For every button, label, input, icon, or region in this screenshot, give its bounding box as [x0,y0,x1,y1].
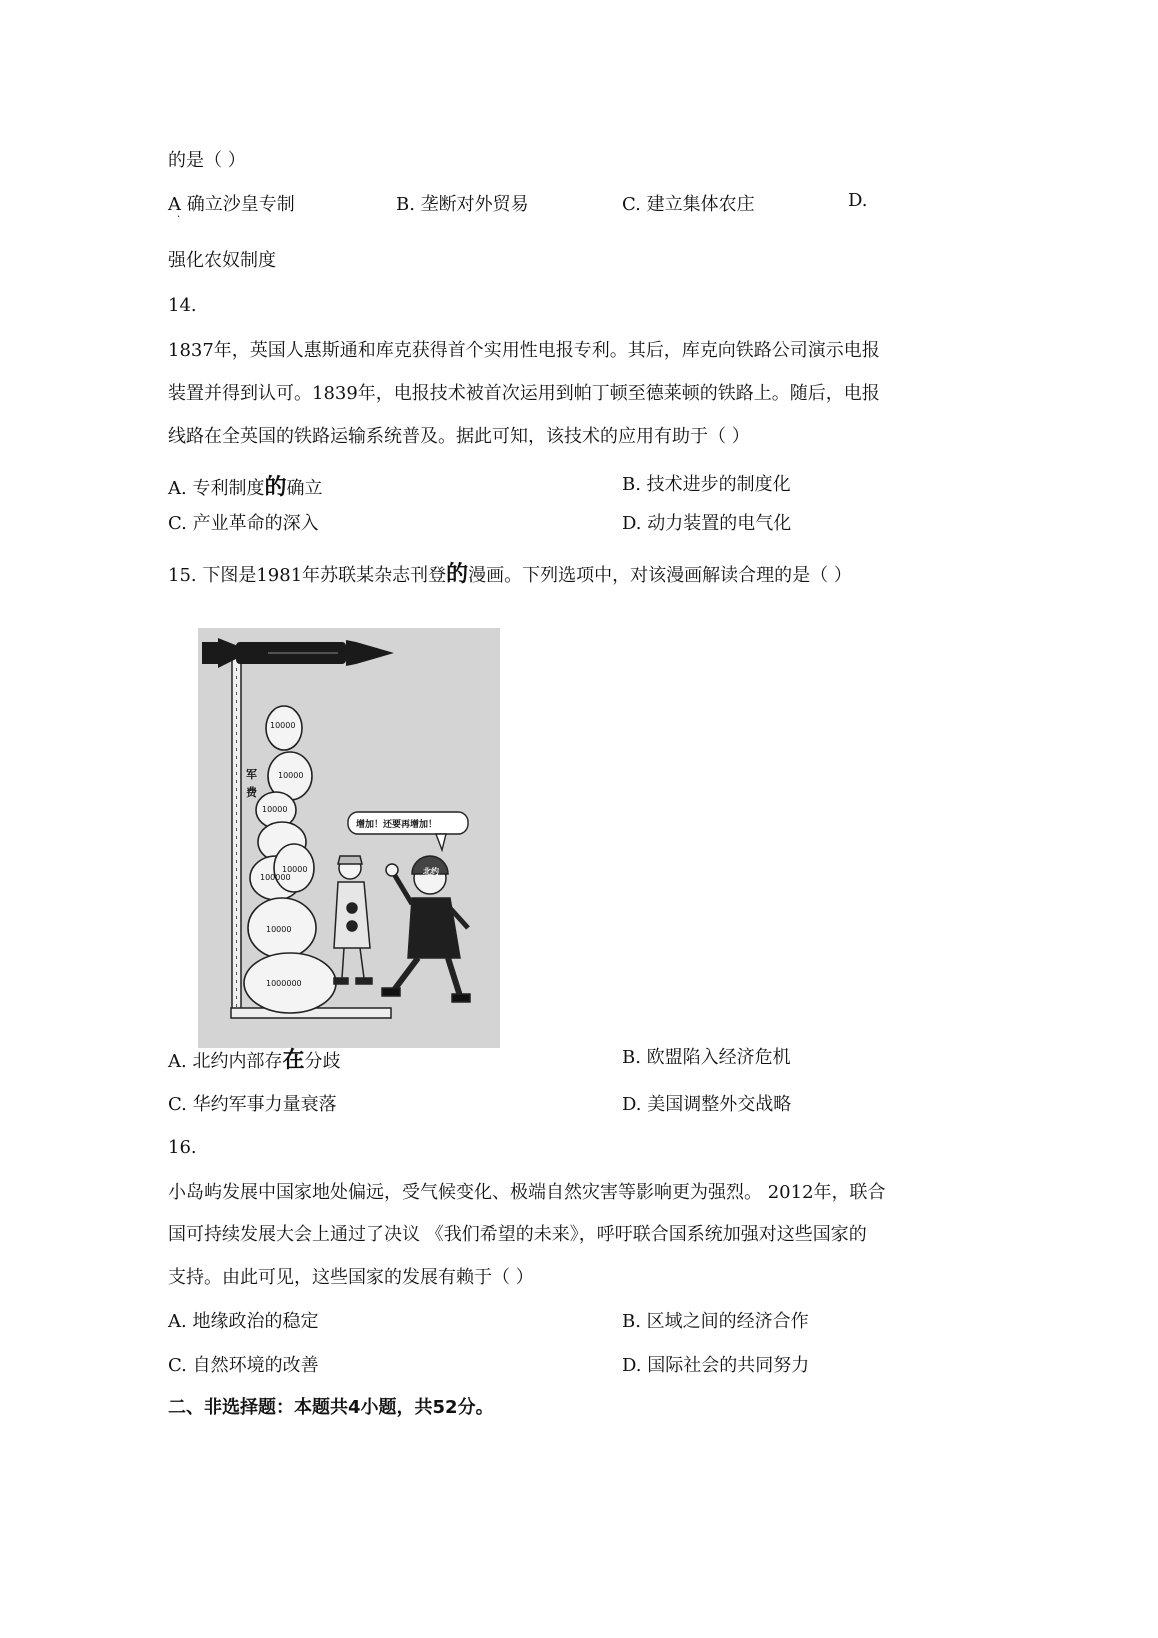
q14-option-a-pre: A. 专利制度 [168,478,265,499]
q15-stem-post: 漫画。下列选项中，对该漫画解读合理的是（ ） [468,565,852,586]
option-dot: · [177,212,181,223]
bag-value: 1000000 [266,979,302,988]
q15-option-a-zai: 在 [282,1047,305,1073]
q13-stem-end: 的是（ ） [168,150,246,171]
q16-option-b: B. 区域之间的经济合作 [622,1311,809,1332]
bag-value: 10000 [278,771,304,780]
q14-option-c: C. 产业革命的深入 [168,513,319,534]
q14-option-a-de: 的 [264,474,287,500]
q15-option-a-post: 分歧 [304,1051,341,1072]
speech-text: 增加！还要再增加！ [356,820,438,830]
q13-option-d-letter: D. [848,190,868,211]
bag-value: 10000 [282,865,308,874]
helmet-label: 北约 [423,866,439,876]
q16-option-a: A. 地缘政治的稳定 [168,1311,319,1332]
q13-option-d-text: 强化农奴制度 [168,250,276,271]
pole-label-1: 军 [246,768,257,781]
q14-option-a-post: 确立 [286,478,323,499]
q14-line-3: 线路在全英国的铁路运输系统普及。据此可知，该技术的应用有助于（ ） [168,426,750,447]
q15-stem [168,557,852,588]
q15-stem-de: 的 [446,561,469,587]
q14-number: 14. [168,295,197,316]
cartoon-image [198,628,500,1048]
pole-label-2: 费 [246,786,257,799]
q16-line-1: 小岛屿发展中国家地处偏远，受气候变化、极端自然灾害等影响更为强烈。 2012年，联合 [168,1182,886,1203]
q15-option-a [168,1043,340,1074]
bag-value: 10000 [262,805,288,814]
bag-value: 10000 [270,721,296,730]
q15-option-a-pre: A. 北约内部存 [168,1051,283,1072]
q14-option-a [168,470,322,501]
q16-option-c: C. 自然环境的改善 [168,1355,319,1376]
q16-number: 16. [168,1137,197,1158]
bag-value: 100000 [260,873,291,882]
section-heading: 二、非选择题：本题共4小题，共52分。 [168,1397,494,1418]
q16-line-2: 国可持续发展大会上通过了决议 《我们希望的未来》，呼吁联合国系统加强对这些国家的 [168,1224,867,1245]
q14-option-d: D. 动力装置的电气化 [622,513,792,534]
q15-option-b: B. 欧盟陷入经济危机 [622,1047,791,1068]
q14-line-2: 装置并得到认可。1839年，电报技术被首次运用到帕丁顿至德莱顿的铁路上。随后，电报 [168,383,880,404]
q13-option-b: B. 垄断对外贸易 [396,194,529,215]
q16-line-3: 支持。由此可见，这些国家的发展有赖于（ ） [168,1267,534,1288]
q14-option-b: B. 技术进步的制度化 [622,474,791,495]
bag-value: 10000 [266,925,292,934]
q13-option-a: A 确立沙皇专制 [168,194,295,215]
q15-stem-pre: 15. 下图是1981年苏联某杂志刊登 [168,565,447,586]
q15-option-d: D. 美国调整外交战略 [622,1094,792,1115]
q16-option-d: D. 国际社会的共同努力 [622,1355,810,1376]
q15-option-c: C. 华约军事力量衰落 [168,1094,337,1115]
q14-line-1: 1837年，英国人惠斯通和库克获得首个实用性电报专利。其后，库克向铁路公司演示电报 [168,340,880,361]
q13-option-c: C. 建立集体农庄 [622,194,755,215]
